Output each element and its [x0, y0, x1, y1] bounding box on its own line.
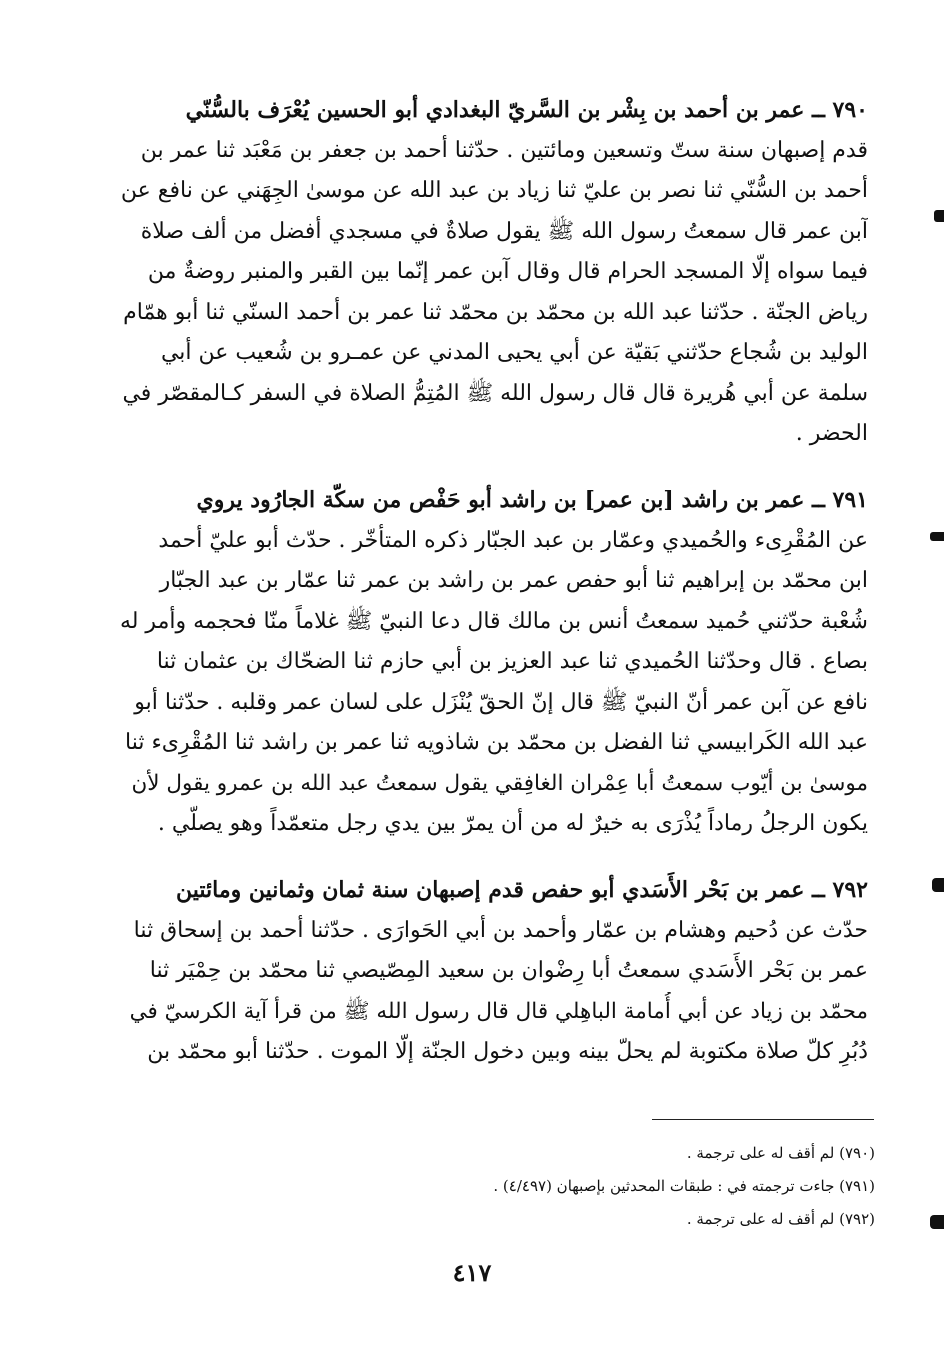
text-line: ابن محمّد بن إبراهيم ثنا أبو حفص عمر بن راشد بن عمر ثنا عمّار بن عبد الجبّار — [159, 568, 868, 593]
text-line: محمّد بن زياد عن أبي أُمامة الباهِلي قال قال رسول الله ﷺ من قرأ آية الكرسيّ في — [129, 998, 868, 1024]
text-line: رياض الجنّة . حدّثنا عبد الله بن محمّد بن محمّد ثنا عمر بن أحمد السنّي ثنا أبو همّام — [123, 299, 868, 325]
page-number: ٤١٧ — [452, 1258, 492, 1287]
text-line: موسىٰ بن أيّوب سمعتُ أبا عِمْران الغافِقي يقول سمعتُ عبد الله بن عمرو يقول لأن — [131, 770, 868, 796]
text-line: فيما سواه إلّا المسجد الحرام قال وقال آبن عمر إنّما بين القبر والمنبر روضةٌ من — [147, 259, 868, 284]
text-line: سلمة عن أبي هُريرة قال قال رسول الله ﷺ المُتِمُّ الصلاة في السفر كـالمقصّر في — [122, 380, 868, 406]
biography-entry-791 — [118, 480, 868, 845]
text-line: الحضر . — [795, 421, 868, 446]
text-line: شُعْبة حدّثني حُميد سمعتُ أنس بن مالك قال دعا النبيّ ﷺ غلاماً منّا فحجمه وأمر له — [119, 608, 868, 634]
text-line: أحمد بن السُّنّي ثنا نصر بن عليّ ثنا زياد بن عبد الله عن موسىٰ الجِهَني عن نافع عن — [120, 178, 868, 203]
text-line: بصاع . قال وحدّثنا الحُميدي ثنا عبد العزيز بن أبي حازم ثنا الضحّاك بن عثمان ثنا — [156, 649, 868, 674]
text-line: دُبُرِ كلّ صلاة مكتوبة لم يحلّ بينه وبين دخول الجنّة إلّا الموت . حدّثنا أبو محمّد بن — [147, 1039, 868, 1064]
text-line: نافع عن آبن عمر أنّ النبيّ ﷺ قال إنّ الحقّ يُنْزَل على لسان عمر وقلبه . حدّثنا أبو — [134, 689, 868, 715]
entry-heading: ٧٩٢ ــ عمر بن بَحْر الأَسَدي أبو حفص قدم إصبهان سنة ثمان وثمانين ومائتين — [176, 877, 868, 903]
footnote-790: (٧٩٠) لم أقف له على ترجمة . — [686, 1144, 875, 1162]
text-line: يكون الرجلُ رماداً يُذْرَى به خيرٌ له من أن يمرّ بين يدي رجل متعمّداً وهو يصلّي . — [157, 811, 868, 836]
text-line: عمر بن بَحْر الأَسَدي سمعتُ أبا رِضْوان بن سعيد المِصّيصي ثنا محمّد بن حِمْيَر ثنا — [149, 958, 868, 983]
text-line: عن المُقْرِىء والحُميدي وعمّار بن عبد الجبّار ذكره المتأخّر . حدّث أبو عليّ أحمد — [158, 527, 868, 553]
text-line: آبن عمر قال سمعتُ رسول الله ﷺ يقول صلاةٌ في مسجدي أفضل من ألف صلاة — [140, 218, 868, 244]
text-line: الوليد بن شُجاع حدّثني بَقيّة عن أبي يحيى المدني عن عمـرو بن شُعيب عن أبي — [160, 340, 868, 365]
scan-edge-mark — [930, 1215, 944, 1229]
biography-entry-792 — [118, 870, 868, 1073]
text-line: حدّث عن دُحيم وهشام بن عمّار وأحمد بن أبي الحَوارَى . حدّثنا أحمد بن إسحاق ثنا — [133, 917, 868, 943]
scan-edge-mark — [932, 878, 944, 892]
footnotes — [300, 1137, 875, 1236]
footnote-792: (٧٩٢) لم أقف له على ترجمة . — [686, 1210, 875, 1228]
entry-heading: ٧٩١ ــ عمر بن راشد [بن عمر] بن راشد أبو حَفْص من سكّة الجارُود يروي — [196, 487, 868, 513]
footnote-divider — [652, 1119, 874, 1120]
biography-entry-790 — [118, 90, 868, 455]
text-line: قدم إصبهان سنة ستّ وتسعين ومائتين . حدّثنا أحمد بن جعفر بن مَعْبَد ثنا عمر بن — [140, 137, 868, 163]
entry-heading: ٧٩٠ ــ عمر بن أحمد بن بِشْر بن السَّريّ البغدادي أبو الحسين يُعْرَف بالسُّنّي — [185, 97, 868, 123]
footnote-791: (٧٩١) جاءت ترجمته في : طبقات المحدثين بإصبهان (٤/٤٩٧) . — [493, 1177, 875, 1195]
text-line: عبد الله الكَرابيسي ثنا الفضل بن محمّد بن شاذويه ثنا عمر بن راشد ثنا المُقْرِىء ثنا — [125, 730, 868, 755]
scan-edge-mark — [930, 532, 944, 541]
scan-edge-mark — [934, 210, 944, 222]
